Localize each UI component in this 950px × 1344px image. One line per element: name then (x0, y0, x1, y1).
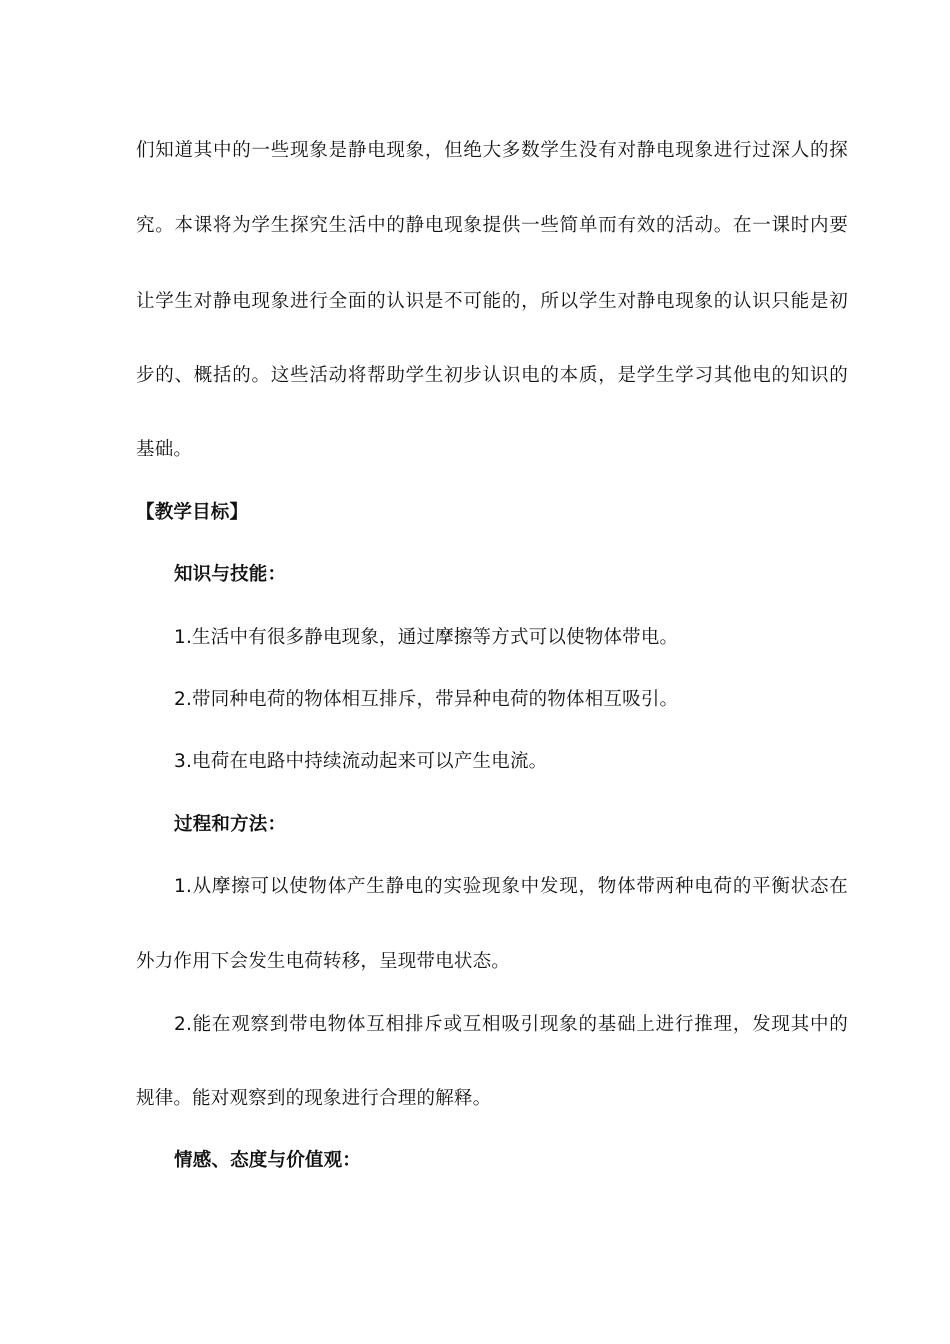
process-item-1-line-1: 1.从摩擦可以使物体产生静电的实验现象中发现，物体带两种电荷的平衡状态在 (174, 876, 848, 897)
intro-line-2: 究。本课将为学生探究生活中的静电现象提供一些简单而有效的活动。在一课时内要 (136, 215, 848, 236)
teaching-goals-heading: 【教学目标】 (136, 502, 249, 523)
knowledge-item-1: 1.生活中有很多静电现象，通过摩擦等方式可以使物体带电。 (174, 627, 679, 648)
knowledge-skills-heading: 知识与技能： (174, 564, 287, 585)
process-item-2-line-1: 2.能在观察到带电物体互相排斥或互相吸引现象的基础上进行推理，发现其中的 (174, 1014, 848, 1035)
knowledge-item-2: 2.带同种电荷的物体相互排斥，带异种电荷的物体相互吸引。 (174, 689, 679, 710)
process-methods-heading: 过程和方法： (174, 814, 287, 835)
process-item-1-line-2: 外力作用下会发生电荷转移，呈现带电状态。 (136, 951, 511, 972)
intro-line-4: 步的、概括的。这些活动将帮助学生初步认识电的本质，是学生学习其他电的知识的 (136, 365, 848, 386)
emotion-attitude-values-heading: 情感、态度与价值观： (174, 1150, 362, 1171)
intro-line-5: 基础。 (136, 439, 193, 460)
intro-line-1: 们知道其中的一些现象是静电现象，但绝大多数学生没有对静电现象进行过深人的探 (136, 140, 848, 161)
knowledge-item-3: 3.电荷在电路中持续流动起来可以产生电流。 (174, 751, 548, 772)
process-item-2-line-2: 规律。能对观察到的现象进行合理的解释。 (136, 1088, 492, 1109)
intro-line-3: 让学生对静电现象进行全面的认识是不可能的，所以学生对静电现象的认识只能是初 (136, 291, 848, 312)
